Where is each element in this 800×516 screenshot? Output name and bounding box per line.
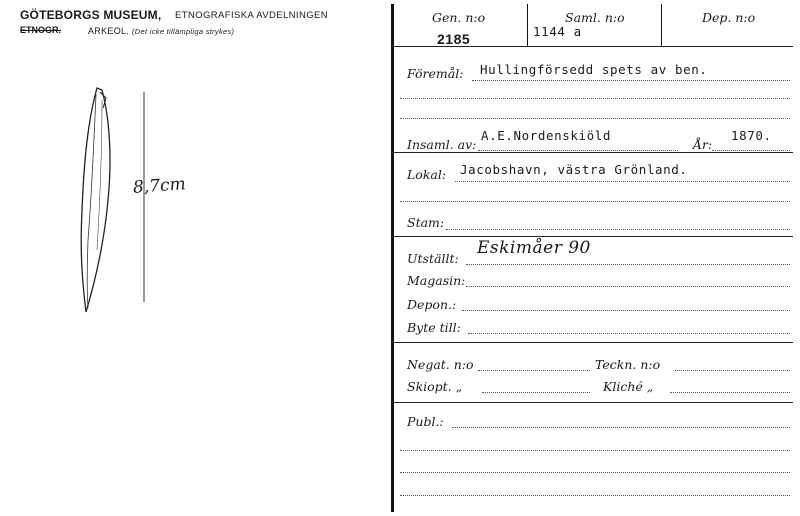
utstallt-label: Utställt: [407,251,459,266]
foremal-label: Föremål: [407,66,464,81]
bone-point-drawing [60,80,160,320]
lokal-value: Jacobshavn, västra Grönland. [460,162,688,177]
etnogr-struck: ETNOGR. [20,25,62,35]
foremal-value: Hullingförsedd spets av ben. [480,62,708,77]
depon-label: Depon.: [407,297,457,312]
insaml-value: A.E.Nordenskiöld [481,128,612,143]
header-divider-2 [661,4,662,46]
stam-label: Stam: [407,215,445,230]
museum-name: GÖTEBORGS MUSEUM, [20,8,162,22]
negat-label: Negat. n:o [407,357,474,372]
header-note: (Det icke tillämpliga strykes) [132,27,235,36]
department-name: ETNOGRAFISKA AVDELNINGEN [175,10,329,21]
publ-line-2 [400,450,790,451]
byte-label: Byte till: [407,320,461,335]
saml-label: Saml. n:o [565,10,625,25]
skiopt-label: Skiopt. „ [407,379,463,394]
publ-line [452,427,790,428]
byte-line [468,333,790,334]
rule-after-byte [393,342,793,343]
lokal-line [455,181,790,182]
measurement-note: 8,7cm [132,174,187,198]
lokal-line-2 [400,201,790,202]
gen-label: Gen. n:o [432,10,486,25]
foremal-line [472,80,790,81]
kliche-label: Kliché „ [603,379,654,394]
rule-after-kliche [393,402,793,403]
rule-after-insaml [393,152,793,153]
depon-line [462,310,790,311]
negat-line [478,370,590,371]
saml-number: 1144 a [533,24,582,39]
foremal-line-2 [400,98,790,99]
teckn-line [675,370,790,371]
insaml-label: Insaml. av: [407,137,477,152]
magasin-line [466,286,790,287]
rule-after-stam [393,236,793,237]
utstallt-value: Eskimåer 90 [477,238,591,258]
skiopt-line [482,392,590,393]
magasin-label: Magasin: [407,273,466,288]
stam-line [446,229,790,230]
kliche-line [670,392,790,393]
ar-label: År: [693,137,713,152]
ar-value: 1870. [731,128,772,143]
publ-label: Publ.: [407,414,444,429]
teckn-label: Teckn. n:o [595,357,661,372]
insaml-line [478,150,678,151]
gen-number: 2185 [437,31,471,47]
header-divider-1 [527,4,528,46]
publ-line-4 [400,495,790,496]
card-left-border [391,4,394,512]
dep-label: Dep. n:o [702,10,756,25]
foremal-line-3 [400,118,790,119]
arkeol-label: ARKEOL. [88,26,130,36]
ar-line [712,150,790,151]
publ-line-3 [400,472,790,473]
utstallt-line [466,264,790,265]
lokal-label: Lokal: [407,167,447,182]
